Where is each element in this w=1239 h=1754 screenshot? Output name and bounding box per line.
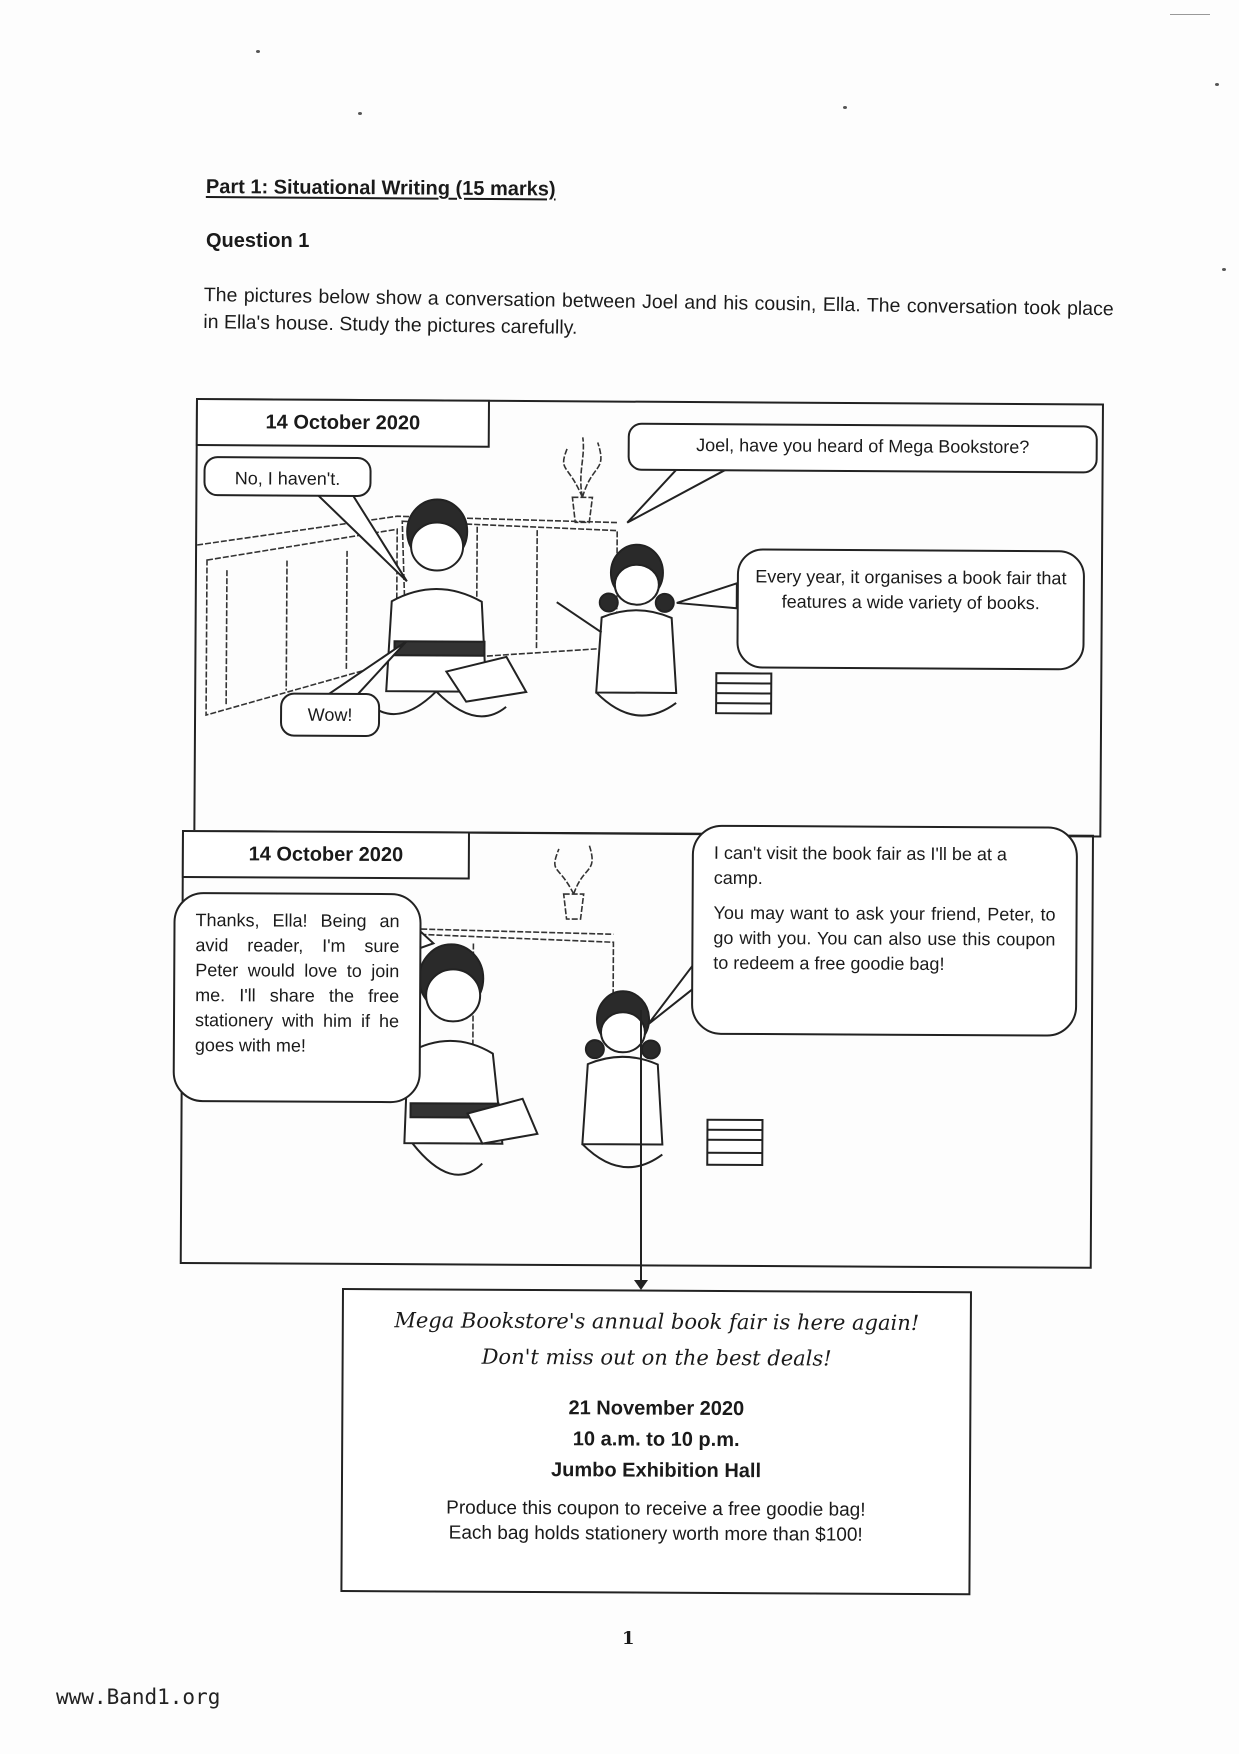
scan-speck bbox=[1215, 83, 1219, 86]
scan-speck bbox=[256, 50, 260, 53]
coupon-note-1: Produce this coupon to receive a free goodie bag! bbox=[446, 1497, 866, 1521]
speech-bubble-joel-reply: No, I haven't. bbox=[203, 456, 371, 497]
scan-speck bbox=[358, 112, 362, 115]
coupon-pointer-arrowhead bbox=[634, 1280, 648, 1290]
question-intro: The pictures below show a conversation between Joel and his cousin, Ella. The conversation took place in Ella's house. Study the pictures carefully. bbox=[203, 283, 1114, 339]
site-watermark: www.Band1.org bbox=[56, 1685, 221, 1709]
coupon-headline-2: Don't miss out on the best deals! bbox=[481, 1344, 832, 1371]
comic-panel-1 bbox=[193, 398, 1104, 838]
panel-2-date: 14 October 2020 bbox=[182, 830, 470, 880]
section-heading: Part 1: Situational Writing (15 marks) bbox=[205, 176, 556, 201]
page-number: 1 bbox=[622, 1628, 635, 1649]
speech-text-ella-line-2: You may want to ask your friend, Peter, to go with you. You can also use this coupon to redeem a free goodie bag! bbox=[713, 902, 1056, 974]
coupon-date: 21 November 2020 bbox=[568, 1397, 745, 1421]
coupon-venue: Jumbo Exhibition Hall bbox=[550, 1459, 762, 1483]
scan-speck bbox=[1222, 268, 1226, 271]
coupon-note-2: Each bag holds stationery worth more than $100! bbox=[448, 1522, 863, 1546]
speech-bubble-ella-advice bbox=[691, 825, 1078, 1037]
scan-speck bbox=[843, 106, 847, 109]
coupon-pointer-line bbox=[640, 1010, 642, 1285]
speech-bubble-ella-question: Joel, have you heard of Mega Bookstore? bbox=[628, 423, 1098, 474]
speech-bubble-joel-wow: Wow! bbox=[280, 693, 380, 738]
coupon-headline-1: Mega Bookstore's annual book fair is here again! bbox=[394, 1308, 920, 1336]
coupon-time: 10 a.m. to 10 p.m. bbox=[572, 1428, 740, 1452]
panel-1-date: 14 October 2020 bbox=[196, 398, 490, 448]
question-label: Question 1 bbox=[206, 230, 310, 252]
book-fair-coupon bbox=[340, 1288, 972, 1595]
speech-bubble-joel-thanks: Thanks, Ella! Being an avid reader, I'm sure Peter would love to join me. I'll share the free stationery with him if he goes with me! bbox=[173, 892, 422, 1103]
speech-text-ella-line-1: I can't visit the book fair as I'll be at a camp. bbox=[713, 842, 1007, 889]
comic-panel-2 bbox=[180, 830, 1094, 1269]
scan-mark bbox=[1170, 14, 1210, 15]
speech-bubble-ella-explain: Every year, it organises a book fair that features a wide variety of books. bbox=[736, 548, 1085, 670]
